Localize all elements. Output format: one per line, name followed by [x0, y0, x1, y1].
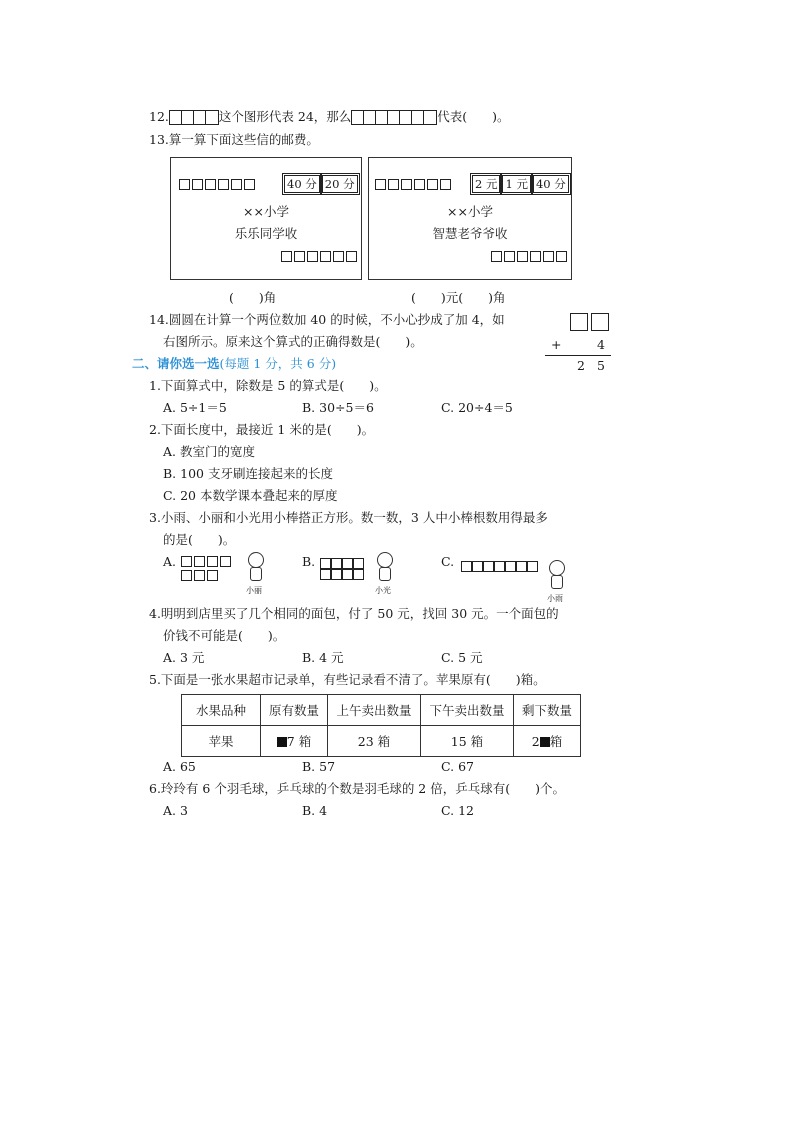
c2-option-b: B. 100 支牙刷连接起来的长度 — [163, 466, 333, 481]
ones-digit-box — [591, 313, 609, 331]
four-square-strip-figure — [169, 110, 219, 125]
c5-option-c: C. 67 — [441, 759, 474, 774]
c6-question: 6.玲玲有 6 个羽毛球，乒乓球的个数是羽毛球的 2 倍，乒乓球有( )个。 — [149, 781, 565, 796]
c2-option-c: C. 20 本数学课本叠起来的厚度 — [163, 488, 338, 503]
section-2-note: (每题 1 分，共 6 分) — [219, 356, 337, 371]
env2-answer: ( )元( )角 — [411, 290, 506, 305]
envelope-2-school: ××小学 — [447, 204, 493, 219]
q12 — [149, 108, 510, 126]
envelope-2 — [368, 157, 572, 280]
c4-line2: 价钱不可能是( )。 — [163, 628, 286, 643]
envelope-2-recipient: 智慧老爷爷收 — [432, 226, 508, 241]
calc-plus: + — [551, 337, 562, 352]
c5-option-b: B. 57 — [302, 759, 336, 774]
c4-option-b: B. 4 元 — [302, 650, 344, 665]
q12-text-1: 这个图形代表 24，那么 — [218, 109, 352, 124]
section-2-heading — [132, 355, 336, 373]
c5-option-a: A. 65 — [163, 759, 196, 774]
envelope-1 — [170, 157, 362, 280]
fruit-record-table — [181, 694, 581, 757]
envelope-2-stamps — [470, 175, 569, 193]
q14-line2: 右图所示。原来这个算式的正确得数是( )。 — [163, 334, 423, 349]
c3-line2: 的是( )。 — [163, 532, 236, 547]
girl-figure-xiaoyu — [545, 560, 569, 603]
table-header: 水果品种 — [182, 695, 261, 726]
table-cell: 23 箱 — [328, 726, 421, 757]
table-header: 上午卖出数量 — [328, 695, 421, 726]
boy-figure-xiaoguang — [373, 552, 397, 595]
c3-option-b-label: B. — [302, 554, 316, 569]
vertical-calculation — [570, 313, 612, 336]
c4-option-c: C. 5 元 — [441, 650, 483, 665]
c3-option-b-squares — [320, 558, 364, 580]
figure-name: 小雨 — [547, 594, 563, 603]
smudge-mark — [277, 737, 287, 747]
c3-option-a-squares — [181, 556, 233, 581]
q12-number: 12. — [149, 109, 169, 124]
stamp: 40 分 — [533, 175, 569, 193]
stamp: 1 元 — [502, 175, 530, 193]
q12-text-2: 代表( )。 — [437, 109, 510, 124]
env1-answer: ( )角 — [229, 290, 277, 305]
tens-digit-box — [570, 313, 588, 331]
c1-option-c: C. 20÷4＝5 — [441, 400, 513, 415]
c2-option-a: A. 教室门的宽度 — [163, 444, 255, 459]
c3-option-c-label: C. — [441, 554, 455, 569]
c6-option-a: A. 3 — [163, 803, 188, 818]
girl-figure-xiaoli — [244, 552, 268, 595]
table-header: 下午卖出数量 — [421, 695, 514, 726]
stamp: 2 元 — [472, 175, 500, 193]
figure-name: 小光 — [375, 586, 391, 595]
c4-option-a: A. 3 元 — [163, 650, 205, 665]
c3-option-c-squares — [461, 561, 538, 572]
stamp: 40 分 — [284, 175, 320, 193]
table-cell-original: 7 箱 — [261, 726, 328, 757]
section-2-title: 二、请你选一选 — [132, 356, 220, 371]
table-cell: 苹果 — [182, 726, 261, 757]
figure-name: 小丽 — [246, 586, 262, 595]
postcode-boxes — [375, 176, 453, 194]
c6-option-c: C. 12 — [441, 803, 474, 818]
envelope-1-stamps — [282, 175, 358, 193]
stamp: 20 分 — [322, 175, 358, 193]
calc-result-tens: 2 — [577, 358, 585, 373]
envelope-1-school: ××小学 — [243, 204, 289, 219]
table-header-row — [182, 695, 581, 726]
q13-title: 13.算一算下面这些信的邮费。 — [149, 132, 319, 147]
c1-option-a: A. 5÷1＝5 — [163, 400, 227, 415]
c6-option-b: B. 4 — [302, 803, 328, 818]
c1-option-b: B. 30÷5＝6 — [302, 400, 374, 415]
calc-line — [545, 355, 611, 356]
c2-question: 2.下面长度中，最接近 1 米的是( )。 — [149, 422, 375, 437]
c1-question: 1.下面算式中，除数是 5 的算式是( )。 — [149, 378, 387, 393]
table-header: 剩下数量 — [514, 695, 581, 726]
table-header: 原有数量 — [261, 695, 328, 726]
envelope-1-recipient: 乐乐同学收 — [234, 226, 298, 241]
sender-postcode-boxes — [491, 248, 569, 266]
calc-addend: 4 — [597, 337, 605, 352]
c4-line1: 4.明明到店里买了几个相同的面包，付了 50 元，找回 30 元。一个面包的 — [149, 606, 559, 621]
c3-line1: 3.小雨、小丽和小光用小棒搭正方形。数一数，3 人中小棒根数用得最多 — [149, 510, 548, 525]
sender-postcode-boxes — [281, 248, 359, 266]
calc-result-ones: 5 — [597, 358, 605, 373]
table-cell: 15 箱 — [421, 726, 514, 757]
c3-option-a-label: A. — [163, 554, 177, 569]
table-row — [182, 726, 581, 757]
postcode-boxes — [179, 176, 257, 194]
q14-line1: 14.圆圆在计算一个两位数加 40 的时候，不小心抄成了加 4，如 — [149, 312, 505, 327]
table-cell-remaining: 2 箱 — [514, 726, 581, 757]
smudge-mark — [540, 737, 550, 747]
c5-question: 5.下面是一张水果超市记录单，有些记录看不清了。苹果原有( )箱。 — [149, 672, 546, 687]
seven-square-strip-figure — [351, 110, 437, 125]
